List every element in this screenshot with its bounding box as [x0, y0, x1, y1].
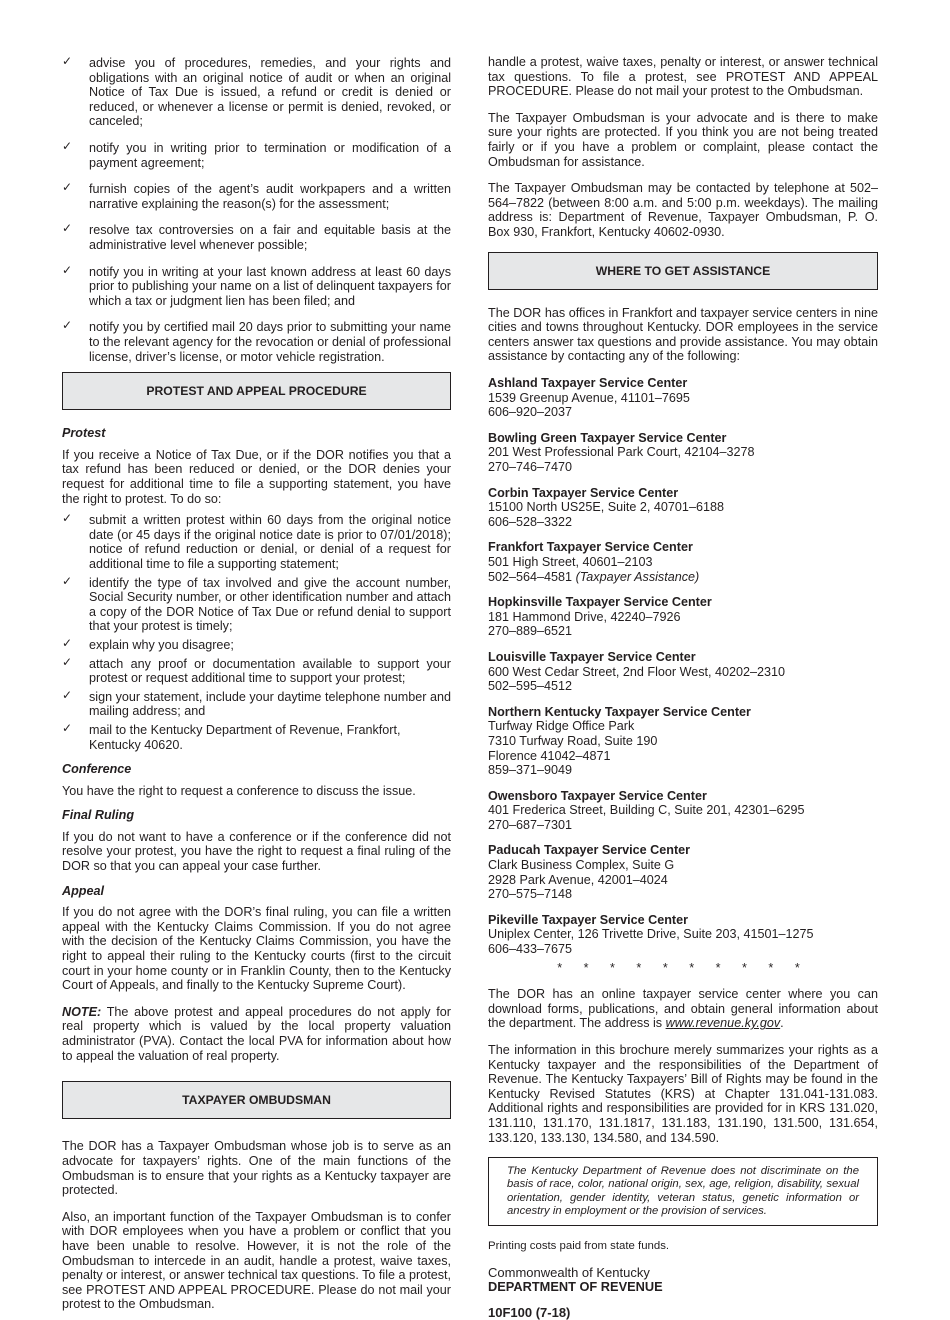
ombudsman-paragraph: The DOR has a Taxpayer Ombudsman whose job is to serve as an advocate for taxpayers’ rights. One of the main functions of the Ombudsman is to ensure that your rights as a Kentucky taxpayer are protected.: [62, 1139, 451, 1198]
service-center: Corbin Taxpayer Service Center 15100 North US25E, Suite 2, 40701–6188 606–528–3322: [488, 486, 878, 530]
section-divider: * * * * * * * * * *: [557, 960, 809, 975]
list-item: ✓ explain why you disagree;: [62, 635, 234, 652]
list-item: ✓ notify you in writing at your last known address at least 60 days prior to publishing your name on a list of delinquent taxpayers for which a tax or judgment lien has been filed; and: [62, 262, 451, 308]
center-name: Pikeville Taxpayer Service Center: [488, 912, 688, 927]
service-center: Hopkinsville Taxpayer Service Center 181 Hammond Drive, 42240–7926 270–889–6521: [488, 595, 878, 639]
center-name: Corbin Taxpayer Service Center: [488, 485, 679, 500]
center-name: Hopkinsville Taxpayer Service Center: [488, 595, 712, 610]
right-column: [488, 56, 878, 1320]
check-icon: ✓: [62, 720, 73, 735]
conference-subheading: Conference: [62, 762, 132, 777]
appeal-text: If you do not agree with the DOR’s final ruling, you can file a written appeal with the Kentucky Claims Commission. If you do not agree with the decision of the Kentucky Claims Commission, you have the right to appeal their ruling to the Kentucky courts (first to the circuit court in your home county or in Franklin County, then to the Kentucky Court of Appeals, and finally to the Kentucky Supreme Court).: [62, 905, 451, 993]
service-center: Bowling Green Taxpayer Service Center 201 West Professional Park Court, 42104–3278 270–746–7470: [488, 431, 878, 475]
printing-note: Printing costs paid from state funds.: [488, 1239, 670, 1252]
nondiscrimination-notice: The Kentucky Department of Revenue does not discriminate on the basis of race, color, national origin, sex, age, religion, disability, sexual orientation, gender identity, veteran status, genetic information or ancestry in employment or the provision of services.: [488, 1157, 878, 1226]
ombudsman-paragraph: Also, an important function of the Taxpayer Ombudsman is to confer with DOR employees when you have a problem or conflict that you have been unable to resolve. However, it is not the role of the Ombudsman to intercede in an audit, handle a protest, waive taxes, penalty or interest, or answer technical tax questions. To file a protest, see PROTEST AND APPEAL PROCEDURE. Please do not mail your protest to the Ombudsman.: [62, 1209, 451, 1312]
list-item: ✓ mail to the Kentucky Department of Revenue, Frankfort, Kentucky 40620.: [62, 720, 401, 752]
service-center: Northern Kentucky Taxpayer Service Center Turfway Ridge Office Park 7310 Turfway Road, Suite 190 Florence 41042–4871 859–371–9049: [488, 705, 878, 778]
check-icon: ✓: [62, 262, 73, 277]
department-label: DEPARTMENT OF REVENUE: [488, 1279, 663, 1295]
assistance-heading: WHERE TO GET ASSISTANCE: [488, 252, 878, 290]
ombudsman-paragraph-continued: handle a protest, waive taxes, penalty or interest, or answer technical tax questions. To file a protest, see PROTEST AND APPEAL PROCEDURE. Please do not mail your protest to the Ombudsman.: [488, 55, 878, 99]
protest-heading: PROTEST AND APPEAL PROCEDURE: [62, 372, 451, 410]
center-name: Owensboro Taxpayer Service Center: [488, 788, 707, 803]
list-item: ✓ attach any proof or documentation available to support your protest or request additional time to support your protest;: [62, 654, 451, 686]
ombudsman-heading: TAXPAYER OMBUDSMAN: [62, 1081, 451, 1119]
check-icon: ✓: [62, 221, 73, 236]
final-ruling-text: If you do not want to have a conference or if the conference did not resolve your protest, you have the right to request a final ruling of the DOR so that you can appeal your case further.: [62, 829, 451, 874]
protest-intro: If you receive a Notice of Tax Due, or if the DOR notifies you that a tax refund has been reduced or denied, or the DOR denies your request for additional time to file a supporting statement, you have the right to protest. To do so:: [62, 447, 451, 506]
list-item: ✓ sign your statement, include your daytime telephone number and mailing address; and: [62, 687, 451, 719]
check-icon: ✓: [62, 635, 73, 650]
check-icon: ✓: [62, 180, 73, 195]
center-name: Paducah Taxpayer Service Center: [488, 843, 691, 858]
service-center: Louisville Taxpayer Service Center 600 West Cedar Street, 2nd Floor West, 40202–2310 502–595–4512: [488, 650, 878, 694]
center-name: Northern Kentucky Taxpayer Service Center: [488, 704, 751, 719]
check-icon: ✓: [62, 138, 73, 153]
note-paragraph: [62, 1005, 451, 1063]
list-item: ✓ furnish copies of the agent’s audit workpapers and a written narrative explaining the reason(s) for the assessment;: [62, 180, 451, 211]
check-icon: ✓: [62, 54, 73, 68]
list-item: ✓ advise you of procedures, remedies, and your rights and obligations with an original notice of audit or when an original Notice of Tax Due is issued, a refund or credit is denied or reduced, or whenever a license or permit is denied, revoked, or canceled;: [62, 54, 451, 129]
conference-text: You have the right to request a conference to discuss the issue.: [62, 783, 416, 798]
appeal-subheading: Appeal: [62, 883, 104, 898]
list-item: ✓ resolve tax controversies on a fair and equitable basis at the administrative level whenever possible;: [62, 221, 451, 252]
center-name: Bowling Green Taxpayer Service Center: [488, 430, 727, 445]
ombudsman-paragraph: The Taxpayer Ombudsman is your advocate and is there to make sure your rights are protected. If you think you are not being treated fairly or if you have a problem or complaint, please contact the Ombudsman for assistance.: [488, 110, 878, 169]
rights-list: [62, 56, 451, 364]
note-text: The above protest and appeal procedures do not apply for real property which is valued by the local property valuation administrator (PVA). Contact the local PVA for information about how to appeal the valuation of real property.: [62, 1004, 451, 1063]
check-icon: ✓: [62, 318, 73, 333]
center-name: Frankfort Taxpayer Service Center: [488, 540, 693, 555]
summary-paragraph: The information in this brochure merely summarizes your rights as a Kentucky taxpayer and the responsibilities of the Department of Revenue. The Kentucky Taxpayers’ Bill of Rights may be found in the Kentucky Revised Statutes (KRS) at Chapter 131.041-131.083. Additional rights and responsibilities are provided for in KRS 131.020, 131.110, 131.170, 131.1817, 131.183, 131.190, 131.500, 131.654, 133.120, 133.130, 134.580, and 134.590.: [488, 1043, 878, 1145]
center-name: Ashland Taxpayer Service Center: [488, 376, 688, 391]
online-paragraph: The DOR has an online taxpayer service center where you can download forms, publications, and obtain general information about the department. The address is www.revenue.ky.gov.: [488, 987, 878, 1031]
ombudsman-contact: The Taxpayer Ombudsman may be contacted by telephone at 502–564–7822 (between 8:00 a.m. and 5:00 p.m. weekdays). The mailing address is: Department of Revenue, Taxpayer Ombudsman, P. O. Box 930, Frankfort, Kentucky 40602-0930.: [488, 181, 878, 239]
service-center: Pikeville Taxpayer Service Center Uniplex Center, 126 Trivette Drive, Suite 203, 41501–1275 606–433–7675: [488, 913, 878, 957]
service-center: Frankfort Taxpayer Service Center 501 High Street, 40601–2103 502–564–4581 (Taxpayer Assistance): [488, 540, 878, 584]
check-icon: ✓: [62, 573, 73, 588]
assistance-intro: The DOR has offices in Frankfort and taxpayer service centers in nine cities and towns throughout Kentucky. DOR employees in the service centers answer tax questions and provide assistance. You may obtain assistance by contacting any of the following:: [488, 305, 878, 364]
protest-steps: [62, 513, 451, 752]
list-item: ✓ identify the type of tax involved and give the account number, Social Security number, or other identification number and attach a copy of the DOR Notice of Tax Due or refund denial to support that your protest is timely;: [62, 573, 451, 634]
service-center: Owensboro Taxpayer Service Center 401 Frederica Street, Building C, Suite 201, 42301–6295 270–687–7301: [488, 789, 878, 833]
commonwealth-label: Commonwealth of Kentucky: [488, 1265, 650, 1281]
note-label: NOTE:: [62, 1004, 102, 1019]
revenue-website-link[interactable]: www.revenue.ky.gov: [665, 1016, 781, 1031]
list-item: ✓ notify you by certified mail 20 days prior to submitting your name to the relevant agency for the revocation or denial of professional license, driver’s license, or motor vehicle registration.: [62, 318, 451, 364]
protest-subheading: Protest: [62, 426, 106, 441]
list-item: ✓ notify you in writing prior to termination or modification of a payment agreement;: [62, 138, 451, 170]
center-name: Louisville Taxpayer Service Center: [488, 649, 696, 664]
list-item: ✓ submit a written protest within 60 days from the original notice date (or 45 days if the original notice date is prior to 07/01/2018); notice of refund reduction or denial, or denial of a request for additional time to file a supporting statement;: [62, 511, 451, 571]
left-column: [62, 54, 451, 1312]
check-icon: ✓: [62, 511, 73, 526]
check-icon: ✓: [62, 654, 73, 669]
check-icon: ✓: [62, 687, 73, 702]
final-ruling-subheading: Final Ruling: [62, 808, 135, 823]
form-number: 10F100 (7-18): [488, 1305, 571, 1320]
service-center: Ashland Taxpayer Service Center 1539 Greenup Avenue, 41101–7695 606–920–2037: [488, 376, 878, 420]
service-center: Paducah Taxpayer Service Center Clark Business Complex, Suite G 2928 Park Avenue, 42001–4024 270–575–7148: [488, 843, 878, 901]
